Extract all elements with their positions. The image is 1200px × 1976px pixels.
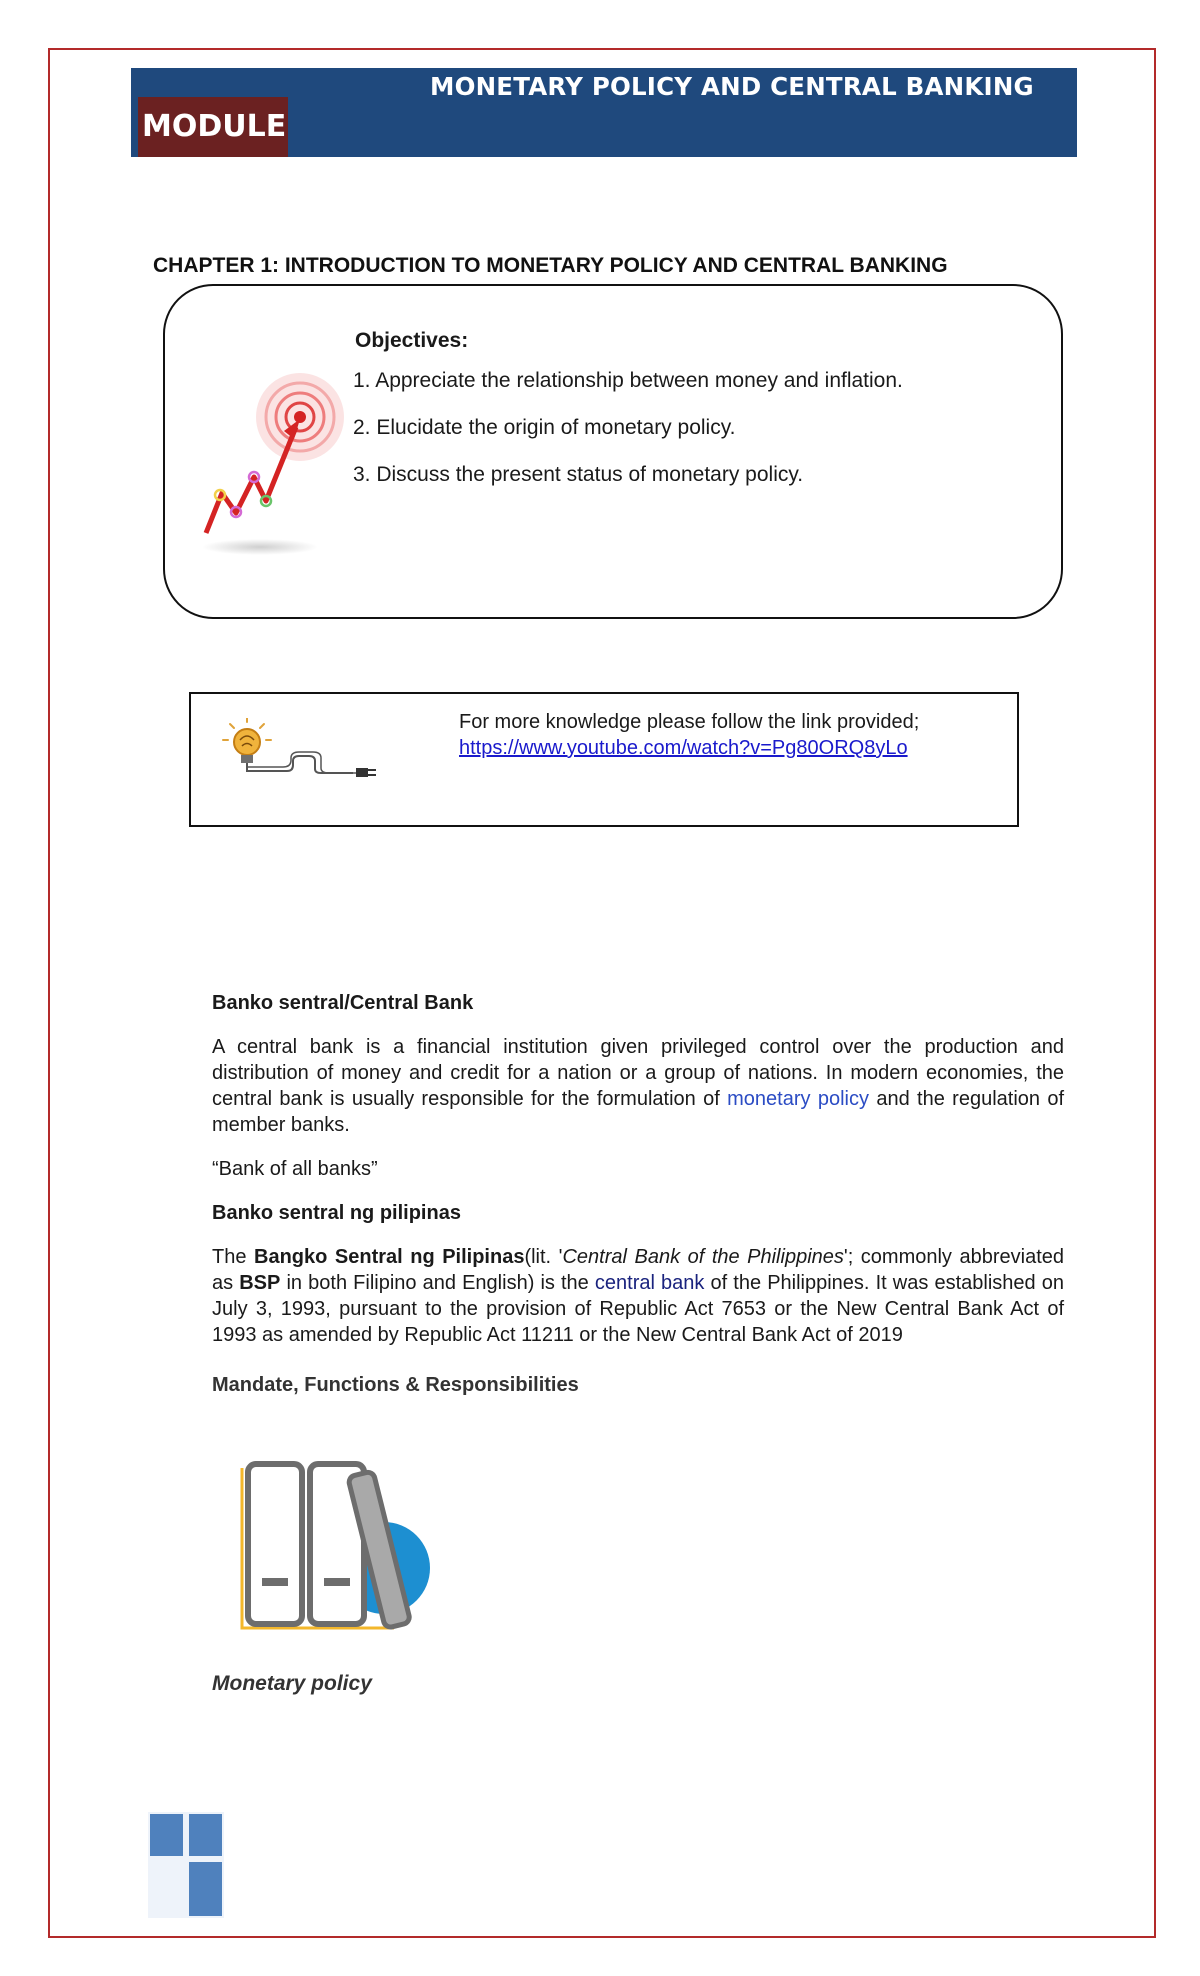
bsp-paragraph — [212, 1244, 1064, 1348]
chapter-heading: CHAPTER 1: INTRODUCTION TO MONETARY POLICY AND CENTRAL BANKING — [153, 254, 948, 277]
central-bank-paragraph — [212, 1034, 1064, 1138]
mandate-heading: Mandate, Functions & Responsibilities — [212, 1374, 579, 1396]
youtube-link[interactable]: https://www.youtube.com/watch?v=Pg80ORQ8yLo — [459, 737, 908, 759]
bsp-lit: (lit. ' — [524, 1246, 563, 1268]
bank-of-banks-quote: “Bank of all banks” — [212, 1158, 378, 1180]
bsp-the: The — [212, 1246, 247, 1268]
objective-item-2: 2. Elucidate the origin of monetary policy. — [353, 416, 736, 439]
central-bank-heading: Banko sentral/Central Bank — [212, 992, 474, 1014]
monetary-policy-link[interactable]: monetary policy — [727, 1088, 869, 1110]
central-bank-section — [212, 990, 1064, 1398]
bsp-tail: of the Philippines. It was established on July 3, 1993, pursuant to the provision of Republic Act 7653 or the New Central Bank Act of 1993 as amended by Republic Act 11211 or the New Central Bank Act of 2019 — [212, 1272, 1064, 1346]
objective-item-3: 3. Discuss the present status of monetary policy. — [353, 463, 804, 486]
binders-icon — [236, 1458, 446, 1633]
central-bank-link[interactable]: central bank — [594, 1272, 705, 1294]
header-title: MONETARY POLICY AND CENTRAL BANKING — [430, 72, 1034, 101]
central-bank-text: A central bank is a financial institution given privileged control over the production and distribution of money and credit for a nation or a group of nations. In modern economies, the central bank is usually responsible for the formulation of — [212, 1036, 1064, 1110]
link-intro: For more knowledge please follow the link provided; — [459, 711, 920, 733]
bsp-mid: in both Filipino and English) is the — [286, 1272, 589, 1294]
monetary-policy-heading: Monetary policy — [212, 1672, 372, 1695]
objective-item-1: 1. Appreciate the relationship between money and inflation. — [353, 369, 903, 392]
central-bank-tail: and the regulation of member banks. — [212, 1088, 1065, 1136]
module-tag: MODULE — [138, 97, 288, 157]
bsp-abbr: BSP — [239, 1272, 281, 1294]
bsp-name: Bangko Sentral ng Pilipinas — [254, 1246, 525, 1268]
corner-logo-icon — [146, 1810, 226, 1920]
lightbulb-plug-icon — [220, 718, 385, 783]
objectives-title: Objectives: — [355, 329, 469, 352]
bsp-after-lit: '; commonly abbreviated as — [212, 1246, 1064, 1294]
target-growth-icon — [200, 335, 360, 570]
bsp-heading: Banko sentral ng pilipinas — [212, 1202, 461, 1224]
bsp-lit-italic: Central Bank of the Philippines — [562, 1246, 844, 1268]
